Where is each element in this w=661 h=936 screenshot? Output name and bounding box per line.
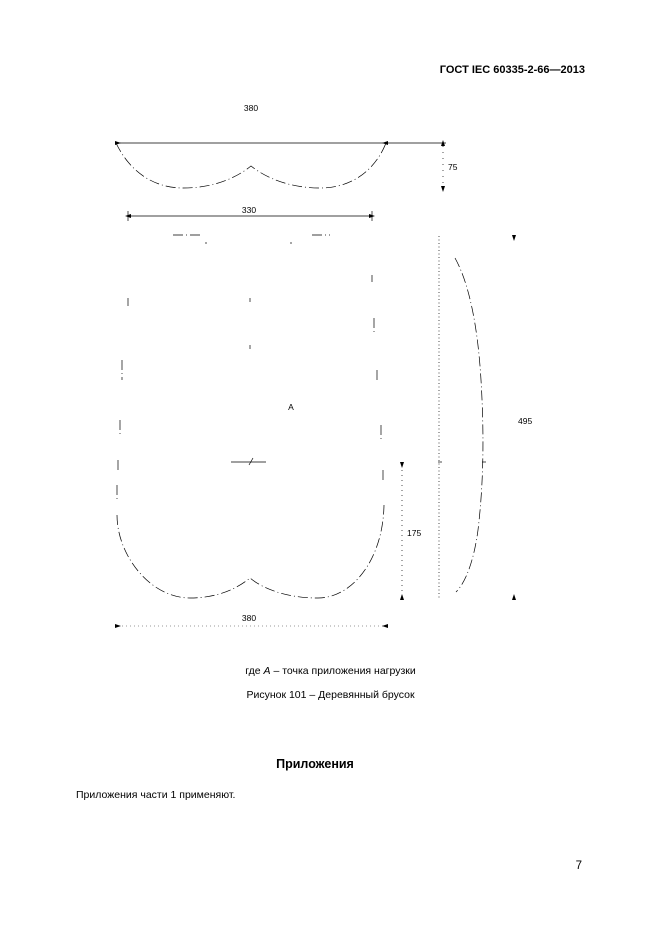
top-view-outline — [116, 143, 386, 188]
dim-label-total-height: 495 — [518, 416, 533, 426]
dim-label-lower-height: 175 — [407, 528, 422, 538]
arrow-icon — [512, 235, 516, 241]
dim-label-body-width: 330 — [241, 205, 257, 215]
legend-symbol: A — [263, 665, 271, 677]
side-view-outline — [455, 258, 483, 592]
legend-text: – точка приложения нагрузки — [273, 665, 416, 677]
load-point-mark — [249, 458, 253, 465]
legend-prefix: где — [245, 665, 261, 677]
arrow-icon — [115, 141, 121, 145]
arrow-icon — [382, 141, 388, 145]
document-code: ГОСТ IEC 60335-2-66—2013 — [439, 64, 585, 76]
page-number: 7 — [575, 860, 582, 872]
arrow-icon — [441, 186, 445, 192]
point-label-a: A — [288, 402, 294, 412]
dim-label-top-width: 380 — [243, 103, 259, 113]
figure-legend — [0, 665, 661, 677]
arrow-icon — [115, 624, 121, 628]
arrow-icon — [512, 594, 516, 600]
front-view-outline — [117, 235, 384, 598]
dim-label-bottom-width: 380 — [241, 613, 257, 623]
section-title: Приложения — [276, 757, 354, 771]
figure-caption: Рисунок 101 – Деревянный брусок — [246, 689, 415, 701]
dim-label-top-height: 75 — [448, 162, 458, 172]
arrow-icon — [382, 624, 388, 628]
arrow-icon — [400, 594, 404, 600]
section-paragraph: Приложения части 1 применяют. — [76, 789, 236, 801]
arrow-icon — [400, 462, 404, 468]
